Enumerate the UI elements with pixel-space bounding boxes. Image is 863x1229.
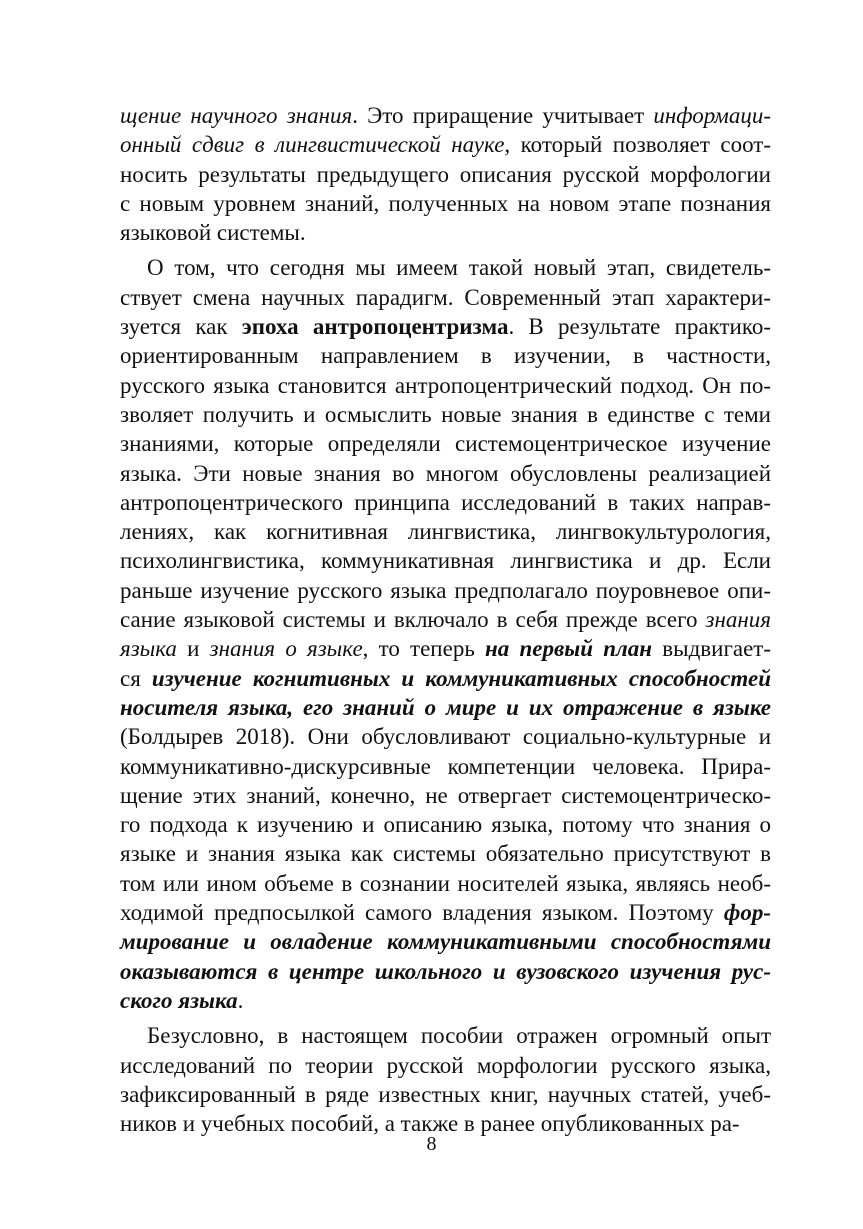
text-line <box>120 488 771 517</box>
emphasis-run: онный сдвиг в лингвистической науке <box>120 132 505 158</box>
text-line <box>120 781 771 810</box>
text-line <box>120 986 771 1015</box>
text-run: раньше изучение русского языка предполагало поуровневое опи- <box>120 577 771 603</box>
text-run: (Болдырев 2018). Они обусловливают социально-культурные и <box>120 724 771 750</box>
text-run: сание языковой системы и включало в себя прежде всего <box>120 607 706 633</box>
text-line <box>120 722 771 751</box>
text-run: русского языка становится антропоцентрический подход. Он по- <box>120 372 771 398</box>
text-line <box>120 1080 771 1109</box>
text-run: языке и знания языка как системы обязательно присутствуют в <box>120 841 771 867</box>
text-line <box>120 400 771 429</box>
text-line <box>120 130 771 159</box>
text-run: Безусловно, в настоящем пособии отражен огромный опыт <box>147 1023 771 1049</box>
emphasis-run: щение научного знания <box>120 103 353 128</box>
text-run: . В результате практико- <box>508 314 771 340</box>
text-run: ников и учебных пособий, а также в ранее опубликованных ра- <box>120 1111 740 1137</box>
text-run: знаниями, которые определяли системоцентрическое изучение <box>120 431 771 457</box>
paragraph <box>120 101 771 253</box>
emphasis-run: фор- <box>723 900 771 926</box>
emphasis-run: на первый план <box>485 636 653 662</box>
text-line <box>120 634 771 663</box>
text-line <box>120 839 771 868</box>
text-line <box>120 283 771 312</box>
text-line <box>120 810 771 839</box>
text-run: и <box>176 636 210 662</box>
text-line <box>120 1021 771 1050</box>
text-run: , то теперь <box>362 636 486 662</box>
text-line <box>120 927 771 956</box>
text-line <box>120 429 771 458</box>
text-line <box>120 218 771 247</box>
text-run: ориентированным направлением в изучении, в частности, <box>120 343 771 369</box>
text-run: ствует смена научных парадигм. Современный этап характери- <box>120 284 771 310</box>
text-line <box>120 341 771 370</box>
emphasis-run: носителя языка, его знаний о мире и их отражение в языке <box>120 694 771 720</box>
text-run: антропоцентрического принципа исследований в таких направ- <box>120 489 771 515</box>
emphasis-run: мирование и овладение коммуникативными способностями <box>120 929 771 955</box>
text-run: выдвигает- <box>652 636 772 662</box>
text-run: том или ином объеме в сознании носителей языка, являясь необ- <box>120 870 771 896</box>
emphasis-run: изучение когнитивных и коммуникативных способностей <box>151 665 771 691</box>
emphasis-run: знания о языке <box>209 636 363 662</box>
emphasis-run: информаци- <box>653 103 771 128</box>
text-line <box>120 253 771 282</box>
emphasis-run: эпоха антропоцентризма <box>241 314 509 340</box>
text-line <box>120 189 771 218</box>
emphasis-run: знания <box>705 607 771 633</box>
text-line <box>120 605 771 634</box>
text-line <box>120 1051 771 1080</box>
text-run: с новым уровнем знаний, полученных на новом этапе познания <box>120 190 771 216</box>
text-run: . <box>237 987 244 1013</box>
text-line <box>120 371 771 400</box>
text-line <box>120 101 771 130</box>
text-run: лениях, как когнитивная лингвистика, лингвокультурология, <box>120 519 771 545</box>
text-run: го подхода к изучению и описанию языка, потому что знания о <box>120 812 771 838</box>
text-line <box>120 576 771 605</box>
text-line <box>120 869 771 898</box>
text-line <box>120 898 771 927</box>
text-line <box>120 312 771 341</box>
text-run: О том, что сегодня мы имеем такой новый этап, свидетель- <box>147 255 771 281</box>
text-line <box>120 546 771 575</box>
text-run: ходимой предпосылкой самого владения языком. Поэтому <box>120 900 724 926</box>
text-run: щение этих знаний, конечно, не отвергает системоцентрическо- <box>120 782 771 808</box>
text-line <box>120 957 771 986</box>
text-run: . Это приращение учитывает <box>352 103 654 128</box>
paragraph <box>120 1021 771 1138</box>
paragraph <box>120 253 771 1021</box>
text-run: исследований по теории русской морфологии русского языка, <box>120 1052 771 1078</box>
text-run: коммуникативно-дискурсивные компетенции человека. Прира- <box>120 753 771 779</box>
text-run: , который позволяет соот- <box>504 132 771 158</box>
page-number: 8 <box>426 1133 437 1155</box>
text-run: языка. Эти новые знания во многом обусловлены реализацией <box>120 460 771 486</box>
text-run: зволяет получить и осмыслить новые знания в единстве с теми <box>120 401 771 427</box>
page-body <box>120 101 771 1138</box>
text-line <box>120 664 771 693</box>
emphasis-run: ского языка <box>120 987 238 1013</box>
text-run: ся <box>120 665 152 691</box>
text-run: языковой системы. <box>120 220 306 246</box>
text-line <box>120 752 771 781</box>
text-run: психолингвистика, коммуникативная лингвистика и др. Если <box>120 548 771 574</box>
emphasis-run: оказываются в центре школьного и вузовского изучения рус- <box>120 958 771 984</box>
text-line <box>120 517 771 546</box>
text-run: носить результаты предыдущего описания русской морфологии <box>120 161 771 187</box>
text-line <box>120 693 771 722</box>
emphasis-run: языка <box>120 636 177 662</box>
text-line <box>120 160 771 189</box>
text-line <box>120 459 771 488</box>
text-run: зуется как <box>120 314 242 340</box>
text-run: зафиксированный в ряде известных книг, научных статей, учеб- <box>120 1081 771 1107</box>
